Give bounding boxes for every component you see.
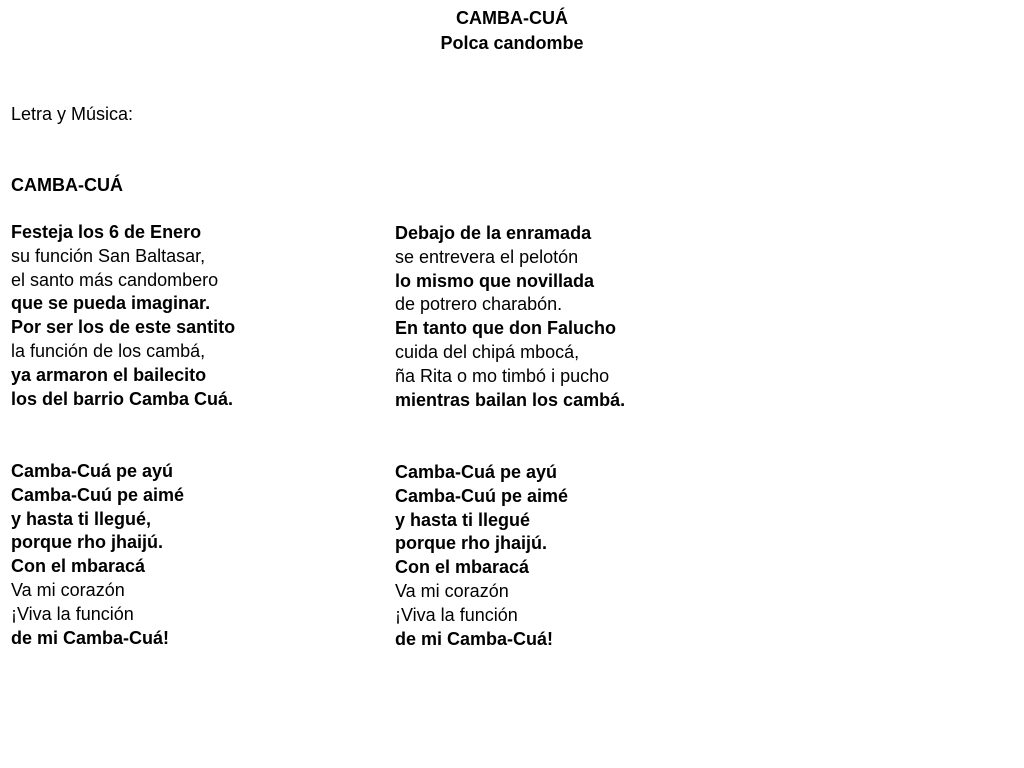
lyric-line: ¡Viva la función <box>11 603 134 624</box>
lyric-line: Por ser los de este santito <box>11 317 236 338</box>
lyric-line: Festeja los 6 de Enero <box>11 222 202 242</box>
lyric-line: Camba-Cuá pe ayú <box>395 462 558 482</box>
lyric-line: y hasta ti llegué, <box>11 508 152 529</box>
song-title: CAMBA-CUÁ <box>456 8 568 28</box>
lyric-line: Camba-Cuá pe ayú <box>11 461 174 481</box>
lyric-line: los del barrio Camba Cuá. <box>11 388 234 409</box>
lyric-line: se entrevera el pelotón <box>395 246 579 267</box>
lyric-line: lo mismo que novillada <box>395 270 595 291</box>
credits-label: Letra y Música: <box>11 104 134 124</box>
lyric-line: porque rho jhaijú. <box>395 533 547 554</box>
lyric-line: Con el mbaracá <box>395 557 530 578</box>
song-name-heading: CAMBA-CUÁ <box>11 175 123 195</box>
lyric-line: de mi Camba-Cuá! <box>11 627 170 648</box>
chorus-left <box>11 460 184 650</box>
lyric-line: Con el mbaracá <box>11 556 146 577</box>
lyric-line: el santo más candombero <box>11 269 219 290</box>
lyric-line: la función de los cambá, <box>11 340 206 361</box>
lyric-line: cuida del chipá mbocá, <box>395 341 580 362</box>
lyric-line: ya armaron el bailecito <box>11 364 207 385</box>
lyric-line: de mi Camba-Cuá! <box>395 628 554 649</box>
lyric-line: su función San Baltasar, <box>11 245 206 266</box>
verse-1-left <box>11 221 235 411</box>
verse-1-right <box>395 222 625 412</box>
lyric-line: Va mi corazón <box>11 579 125 600</box>
lyric-line: ña Rita o mo timbó i pucho <box>395 365 610 386</box>
lyric-line: ¡Viva la función <box>395 604 518 625</box>
song-header <box>0 6 1024 56</box>
lyric-line: Debajo de la enramada <box>395 223 592 243</box>
lyric-line: porque rho jhaijú. <box>11 532 163 553</box>
lyric-line: que se pueda imaginar. <box>11 293 211 314</box>
lyric-line: Camba-Cuú pe aimé <box>395 485 569 506</box>
chorus-right <box>395 461 568 651</box>
lyric-line: Va mi corazón <box>395 580 509 601</box>
lyric-line: y hasta ti llegué <box>395 509 531 530</box>
lyric-line: de potrero charabón. <box>395 294 563 315</box>
lyric-line: En tanto que don Falucho <box>395 318 616 339</box>
song-genre: Polca candombe <box>440 33 584 53</box>
lyric-line: Camba-Cuú pe aimé <box>11 484 185 505</box>
lyric-line: mientras bailan los cambá. <box>395 389 626 410</box>
